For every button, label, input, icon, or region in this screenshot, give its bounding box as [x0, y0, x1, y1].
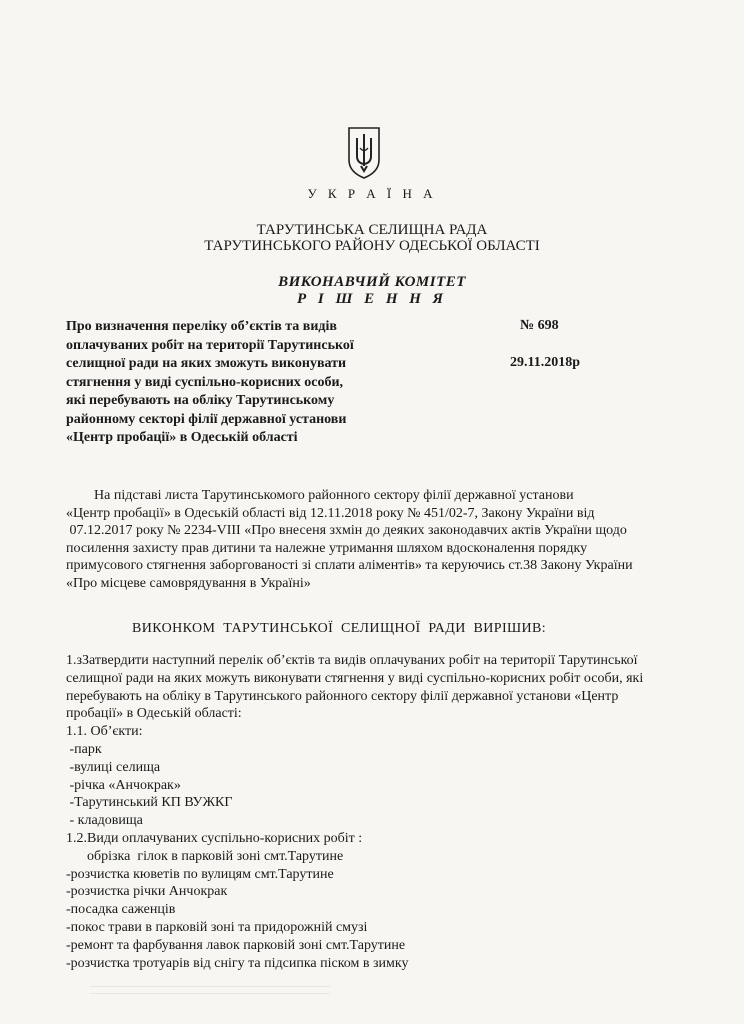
list-item: -посадка саженців — [66, 902, 176, 918]
preamble-line: посилення захисту прав дитини та належне утримання шляхом вдосконалення порядку — [66, 540, 588, 556]
subject-line: селищної ради на яких зможуть виконувати — [66, 356, 347, 371]
subject-line: Про визначення переліку об’єктів та видів — [66, 319, 337, 334]
list-item: -розчистка річки Анчокрак — [66, 884, 228, 900]
list-item: обрізка гілок в парковій зоні смт.Тарутине — [66, 848, 344, 864]
preamble-line: «Центр пробації» в Одеській області від 12.11.2018 року № 451/02-7, Закону України від — [66, 505, 595, 521]
decision-number: № 698 — [520, 318, 559, 333]
subject-line: стягнення у виді суспільно-корисних особи, — [66, 374, 344, 390]
council-district: ТАРУТИНСЬКОГО РАЙОНУ ОДЕСЬКОЇ ОБЛАСТІ — [204, 238, 540, 254]
committee-title: ВИКОНАВЧИЙ КОМІТЕТ — [278, 274, 466, 290]
coat-of-arms-trident-icon — [346, 126, 382, 180]
subject-line: оплачуваних робіт на території Тарутинської — [66, 337, 354, 353]
bleed-through-marks — [90, 980, 330, 1010]
list-item: -ремонт та фарбування лавок парковій зоні смт.Тарутине — [66, 937, 406, 953]
subject-line: які перебувають на обліку Тарутинському — [66, 393, 335, 408]
list-item: -Тарутинський КП ВУЖКГ — [66, 795, 233, 811]
list-item: -розчистка тротуарів від снігу та підсипка піском в зимку — [66, 955, 409, 971]
list-item: -парк — [66, 741, 102, 757]
body-line: пробації» в Одеській області: — [66, 706, 242, 722]
list-item: -покос трави в парковій зоні та придорожній смузі — [66, 919, 368, 935]
decision-title: Р І Ш Е Н Н Я — [296, 291, 448, 307]
list-item: -вулиці селища — [66, 759, 161, 775]
preamble-line: «Про місцеве самоврядування в Україні» — [66, 575, 311, 591]
preamble-line: На підставі листа Тарутинськомого районного сектору філії державної установи — [66, 488, 574, 503]
decision-subject — [66, 318, 386, 448]
country-name: У К Р А Ї Н А — [307, 186, 437, 201]
subject-line: «Центр пробації» в Одеській області — [66, 430, 298, 445]
body-line: перебувають на обліку в Тарутинського районного сектору філії державної установи «Центр — [66, 688, 619, 704]
body-line: 1.1. Об’єкти: — [66, 724, 143, 740]
preamble-line: примусового стягнення заборгованості зі сплати аліментів» та керуючись ст.38 Закону України — [66, 558, 633, 573]
list-item: -річка «Анчокрак» — [66, 777, 181, 793]
subject-line: районному секторі філії державної установи — [66, 411, 347, 427]
body-line: селищної ради на яких можуть виконувати стягнення у виді суспільно-корисних робіт особи, які — [66, 670, 644, 686]
decision-date: 29.11.2018р — [510, 355, 581, 370]
list-item: -розчистка кюветів по вулицям смт.Тарутине — [66, 866, 334, 882]
preamble — [66, 487, 686, 592]
preamble-line: 07.12.2017 року № 2234-VIII «Про внесеня зхмін до деяких законодавчих актів України щодо — [66, 523, 627, 538]
body-line: 1.2.Види оплачуваних суспільно-корисних робіт : — [66, 830, 363, 846]
list-item: - кладовища — [66, 813, 143, 829]
body-line: 1.зЗатвердити наступний перелік об’єктів та видів оплачуваних робіт на території Тарутинської — [66, 653, 638, 668]
council-name: ТАРУТИНСЬКА СЕЛИЩНА РАДА — [256, 222, 488, 238]
resolution-body — [66, 652, 686, 972]
resolution-heading: ВИКОНКОМ ТАРУТИНСЬКОЇ СЕЛИЩНОЇ РАДИ ВИРІШИВ: — [132, 621, 547, 636]
